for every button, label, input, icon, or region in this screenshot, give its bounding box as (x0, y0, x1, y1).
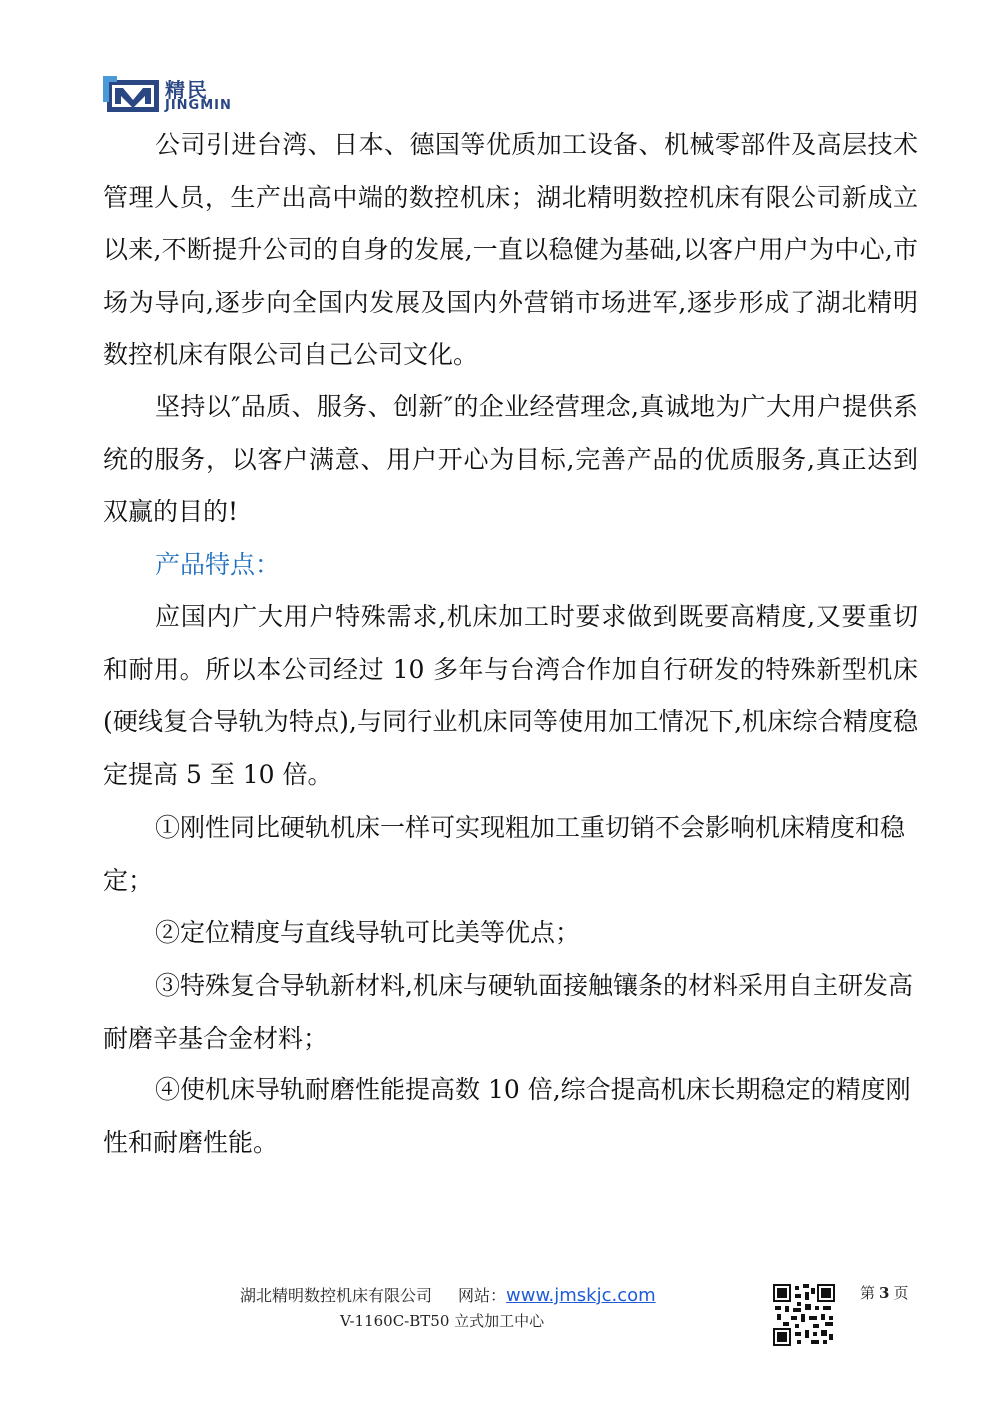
feature-item-3: ③特殊复合导轨新材料,机床与硬轨面接触镶条的材料采用自主研发高耐磨辛基合金材料； (103, 971, 913, 1053)
footer-contact (240, 1283, 740, 1306)
page-number-value: 3 (879, 1284, 890, 1302)
jingmin-logo-icon (103, 72, 163, 116)
section-heading: 产品特点： (155, 550, 281, 579)
logo-name-en: JINGMIN (165, 98, 232, 113)
company-logo (103, 72, 263, 116)
qr-code-icon (773, 1284, 835, 1346)
footer-company: 湖北精明数控机床有限公司 (240, 1286, 433, 1305)
page-number (860, 1282, 908, 1303)
footer-model: V-1160C-BT50 立式加工中心 (340, 1312, 545, 1330)
philosophy-paragraph: 坚持以″品质、服务、创新″的企业经营理念,真诚地为广大用户提供系统的服务，以客户满意、用户开心为目标,完善产品的优质服务,真正达到双赢的目的! (103, 392, 918, 526)
feature-item-4: ④使机床导轨耐磨性能提高数 10 倍,综合提高机床长期稳定的精度刚性和耐磨性能。 (103, 1075, 911, 1157)
intro-paragraph: 公司引进台湾、日本、德国等优质加工设备、机械零部件及高层技术管理人员，生产出高中端的数控机床；湖北精明数控机床有限公司新成立以来,不断提升公司的自身的发展,一直以稳健为基础,以客户用户为中心,市场为导向,逐步向全国内发展及国内外营销市场进军,逐步形成了湖北精明数控机床有限公司自己公司文化。 (103, 130, 918, 369)
features-paragraph: 应国内广大用户特殊需求,机床加工时要求做到既要高精度,又要重切和耐用。所以本公司经过 10 多年与台湾合作加自行研发的特殊新型机床(硬线复合导轨为特点),与同行业机床同等使用加工情况下,机床综合精度稳定提高 5 至 10 倍。 (103, 602, 918, 789)
logo-name-cn: 精民 (165, 78, 209, 102)
footer-site-label: 网站： (458, 1286, 507, 1305)
footer-site-link[interactable]: www.jmskjc.com (506, 1285, 656, 1306)
feature-item-1: ①刚性同比硬轨机床一样可实现粗加工重切销不会影响机床精度和稳定； (103, 813, 906, 895)
feature-item-2: ②定位精度与直线导轨可比美等优点； (155, 918, 581, 947)
page-suffix: 页 (893, 1284, 909, 1302)
page-prefix: 第 (860, 1284, 876, 1302)
